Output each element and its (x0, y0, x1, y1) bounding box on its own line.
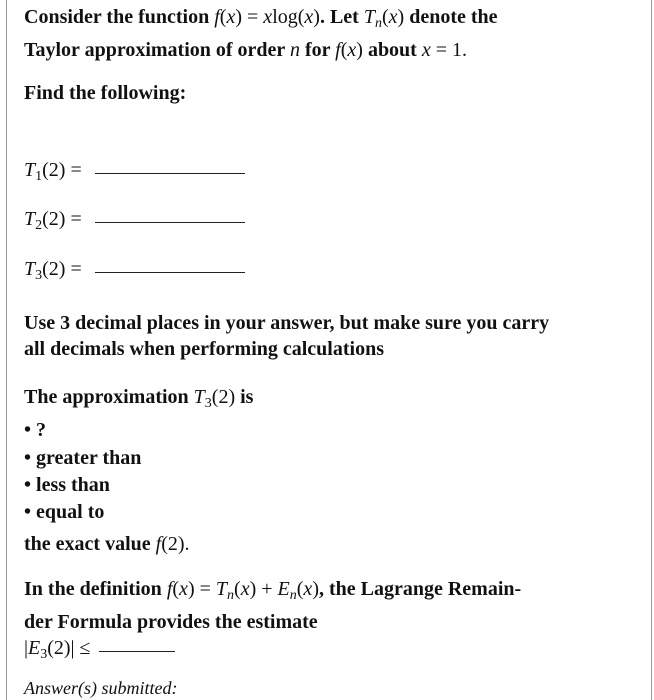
t1-label: T (24, 159, 36, 181)
t3-sub: 3 (35, 268, 43, 283)
approx-select[interactable] (24, 417, 624, 525)
lagrange-line-2: der Formula provides the estimate (24, 611, 318, 633)
e3-row: $|E_3(2)|$ ≤ (24, 635, 624, 668)
t1-row (24, 157, 245, 190)
intro-paragraph: Consider the function f(x) = xlog(x). Let $T_n(x)$ denote the Taylor approximation of order n for f(x) about x = 1. (24, 6, 498, 61)
t2-sub: 2 (35, 218, 43, 233)
find-heading: Find the following: (24, 82, 187, 104)
t2-row (24, 206, 245, 239)
taylor-symbol: $T_n$ (363, 6, 382, 31)
option-less-than[interactable]: • less than (24, 474, 110, 496)
approx-tail: the exact value (24, 533, 151, 555)
intro-text-4: Taylor approximation of order (24, 39, 285, 61)
t1-arg: (2) = (42, 159, 82, 181)
lagrange-lead: In the definition (24, 578, 162, 600)
e3-answer-input[interactable] (99, 651, 175, 652)
approx-lead: The approximation (24, 386, 189, 408)
intro-text-2: . Let (319, 6, 359, 28)
intro-text-1: Consider the function (24, 6, 210, 28)
t3-row (24, 256, 245, 289)
lagrange-section: In the definition $f(x) = T_n(x) + E_n(x)$, the Lagrange Remain- der Formula provides the estimate $|E_3(2)|$ ≤ (24, 576, 624, 668)
approx-lead-end: is (240, 386, 254, 408)
option-placeholder[interactable]: • ? (24, 419, 47, 441)
option-equal-to[interactable]: • equal to (24, 501, 105, 523)
t1-sub: 1 (35, 169, 43, 184)
intro-text-6: about (367, 39, 417, 61)
approx-section: The approximation $T_3(2)$ is • ? • greater than • less than • equal to the exact value f(2). (24, 384, 624, 557)
intro-text-5: for (304, 39, 331, 61)
instructions-line-1: Use 3 decimal places in your answer, but make sure you carry (24, 312, 550, 334)
instructions (24, 310, 624, 362)
option-greater-than[interactable]: • greater than (24, 447, 142, 469)
t2-answer-input[interactable] (95, 222, 245, 223)
lagrange-tail: , the Lagrange Remain- (318, 578, 522, 600)
function-definition: f (214, 6, 220, 28)
t2-arg: (2) = (42, 208, 82, 230)
t3-arg: (2) = (42, 258, 82, 280)
t2-label: T (24, 208, 36, 230)
t1-answer-input[interactable] (95, 173, 245, 174)
intro-text-3: denote the (409, 6, 498, 28)
instructions-line-2: all decimals when performing calculations (24, 338, 384, 360)
answers-submitted: Answer(s) submitted: (24, 678, 178, 698)
t3-answer-input[interactable] (95, 272, 245, 273)
t3-label: T (24, 258, 36, 280)
